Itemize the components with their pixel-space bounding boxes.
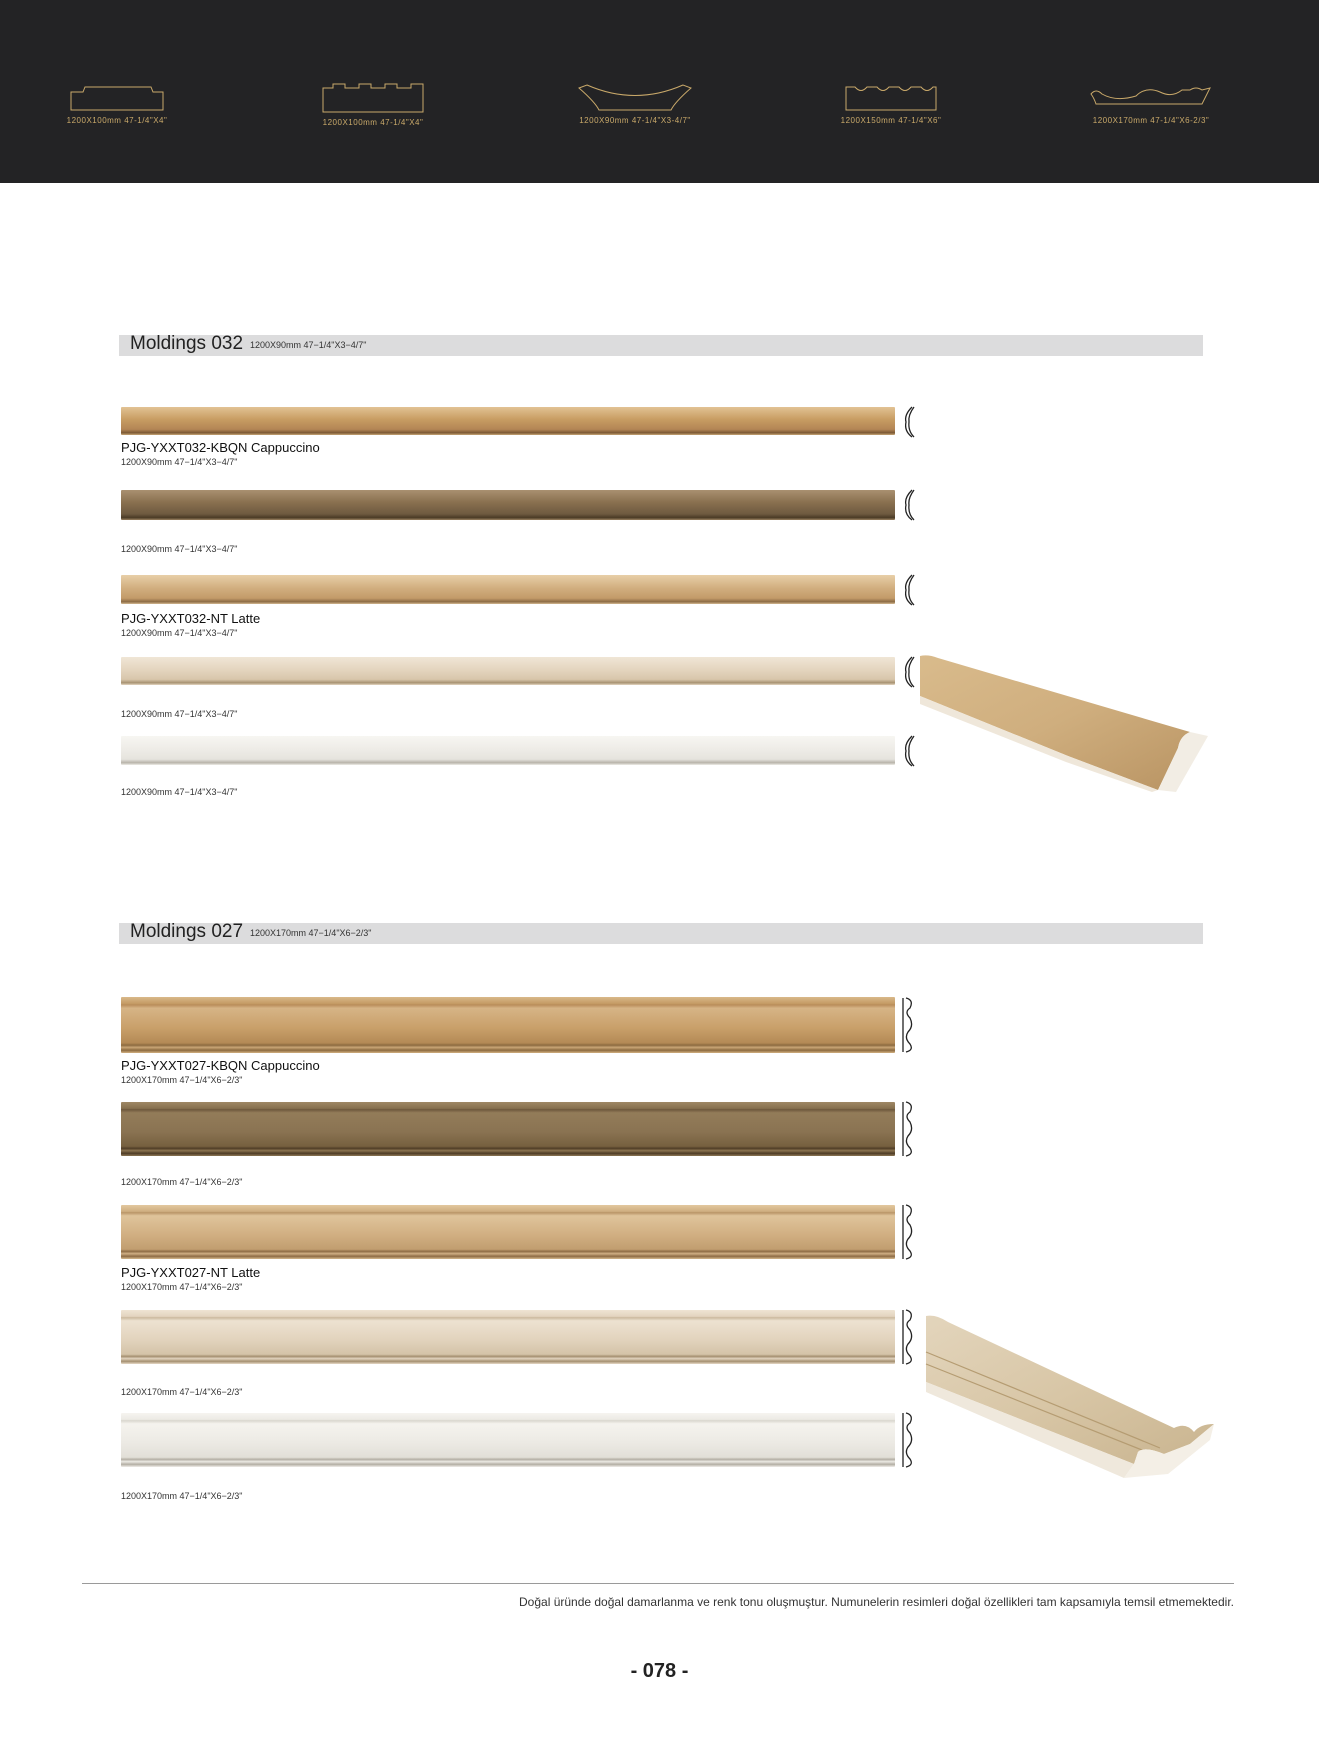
profile-header	[0, 0, 1319, 183]
molding-strip	[121, 657, 895, 685]
cove-profile-icon	[902, 488, 916, 522]
molding-032-render	[918, 652, 1210, 794]
molding-strip	[121, 997, 895, 1053]
cove-profile-icon	[902, 573, 916, 607]
molding-strip	[121, 490, 895, 520]
section-size: 1200X90mm 47−1/4"X3−4/7"	[250, 340, 367, 350]
molding-strip	[121, 1102, 895, 1156]
product-size: 1200X170mm 47−1/4"X6−2/3"	[121, 1075, 243, 1085]
product-name: PJG-YXXT032-KBQN Cappuccino	[121, 440, 320, 455]
molding-027-render	[924, 1312, 1216, 1480]
product-size: 1200X90mm 47−1/4"X3−4/7"	[121, 709, 238, 719]
ogee-profile-icon	[900, 1411, 916, 1469]
molding-strip	[121, 1413, 895, 1467]
profile-item	[530, 82, 740, 125]
product-name: PJG-YXXT027-KBQN Cappuccino	[121, 1058, 320, 1073]
molding-strip	[121, 1205, 895, 1259]
profile-fluted-icon	[841, 82, 941, 112]
molding-strip	[121, 407, 895, 435]
molding-strip	[121, 736, 895, 765]
section-title: Moldings 027	[130, 921, 244, 942]
profile-size-label: 1200X150mm 47-1/4"X6"	[840, 116, 942, 125]
profile-size-label: 1200X100mm 47-1/4"X4"	[322, 118, 424, 127]
product-size: 1200X90mm 47−1/4"X3−4/7"	[121, 457, 238, 467]
profile-size-label: 1200X170mm 47-1/4"X6-2/3"	[1092, 116, 1210, 125]
section-size: 1200X170mm 47−1/4"X6−2/3"	[250, 928, 372, 938]
section-title: Moldings 032	[130, 333, 244, 354]
profile-ogee-icon	[1086, 82, 1216, 112]
footer-divider	[82, 1583, 1234, 1584]
profile-size-label: 1200X100mm 47-1/4"X4"	[66, 116, 168, 125]
product-size: 1200X90mm 47−1/4"X3−4/7"	[121, 787, 238, 797]
section-header	[119, 335, 1203, 356]
product-size: 1200X90mm 47−1/4"X3−4/7"	[121, 628, 238, 638]
profile-cove-icon	[575, 82, 695, 112]
product-name: PJG-YXXT032-NT Latte	[121, 611, 261, 626]
profile-item	[786, 82, 996, 125]
product-size: 1200X170mm 47−1/4"X6−2/3"	[121, 1491, 243, 1501]
profile-item	[1046, 82, 1256, 125]
ogee-profile-icon	[900, 996, 916, 1054]
product-name: PJG-YXXT027-NT Latte	[121, 1265, 261, 1280]
profile-size-label: 1200X90mm 47-1/4"X3-4/7"	[579, 116, 691, 125]
ogee-profile-icon	[900, 1203, 916, 1261]
molding-strip	[121, 1310, 895, 1364]
product-size: 1200X90mm 47−1/4"X3−4/7"	[121, 544, 238, 554]
cove-profile-icon	[902, 655, 916, 689]
molding-strip	[121, 575, 895, 604]
cove-profile-icon	[902, 734, 916, 768]
footer-note: Doğal üründe doğal damarlanma ve renk tonu oluşmuştur. Numunelerin resimleri doğal özellikleri tam kapsamıyla temsil etmemektedir.	[519, 1595, 1234, 1609]
ogee-profile-icon	[900, 1100, 916, 1158]
profile-castellated-icon	[318, 82, 428, 114]
profile-stepped-icon	[67, 82, 167, 112]
section-header	[119, 923, 1203, 944]
page-number: - 078 -	[630, 1660, 689, 1682]
product-size: 1200X170mm 47−1/4"X6−2/3"	[121, 1177, 243, 1187]
profile-item	[12, 82, 222, 125]
cove-profile-icon	[902, 405, 916, 439]
profile-item	[268, 82, 478, 127]
product-size: 1200X170mm 47−1/4"X6−2/3"	[121, 1282, 243, 1292]
product-size: 1200X170mm 47−1/4"X6−2/3"	[121, 1387, 243, 1397]
ogee-profile-icon	[900, 1308, 916, 1366]
